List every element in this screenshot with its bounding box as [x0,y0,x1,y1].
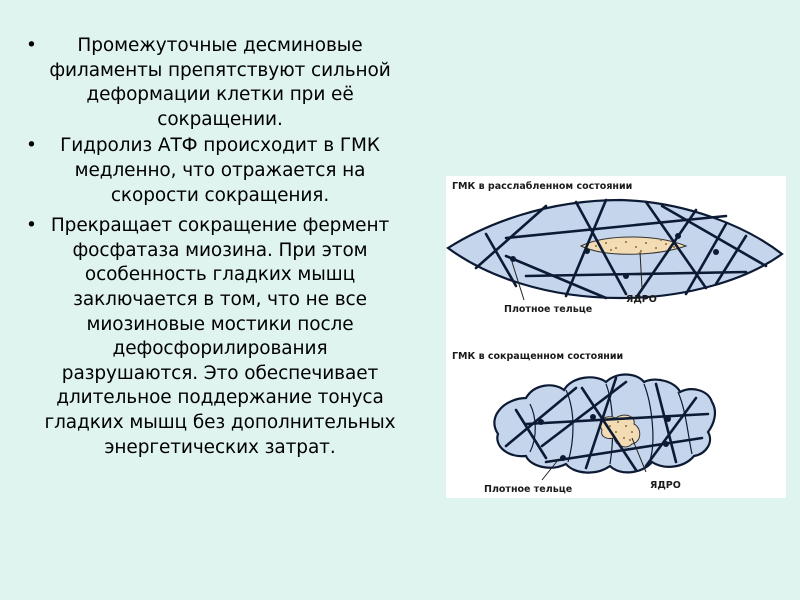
bullet-item [22,134,402,208]
smooth-muscle-cell-figure [446,176,786,498]
bullet-item [22,34,402,132]
bullet-text: Гидролиз АТФ происходит в ГМК медленно, что отражается на скорости сокращения. [60,135,380,206]
contracted-nucleus-label: ЯДРО [650,480,681,491]
cell-diagram [446,176,786,498]
bullet-marker: • [26,35,37,56]
bullet-list [22,34,402,460]
contracted-dense-body-label: Плотное тельце [484,484,573,495]
relaxed-dense-body-label: Плотное тельце [504,304,593,315]
bullet-marker: • [26,135,37,157]
relaxed-title: ГМК в расслабленном состоянии [452,181,633,192]
bullet-marker: • [26,215,37,237]
relaxed-nucleus-label: ЯДРО [626,294,657,305]
bullet-text: Прекращает сокращение фермент фосфатаза миозина. При этом особенность гладких мышц заключается в том, что не все миозиновые мостики после дефосфорилирования разрушаются. Это обеспечивает длительное поддержание тонуса гладких мышц без дополнительных энергетических затрат. [44,215,396,458]
bullet-text: Промежуточные десминовые филаменты препятствуют сильной деформации клетки при её сокращении. [49,35,391,130]
bullet-item [22,214,402,460]
contracted-title: ГМК в сокращенном состоянии [452,351,624,362]
